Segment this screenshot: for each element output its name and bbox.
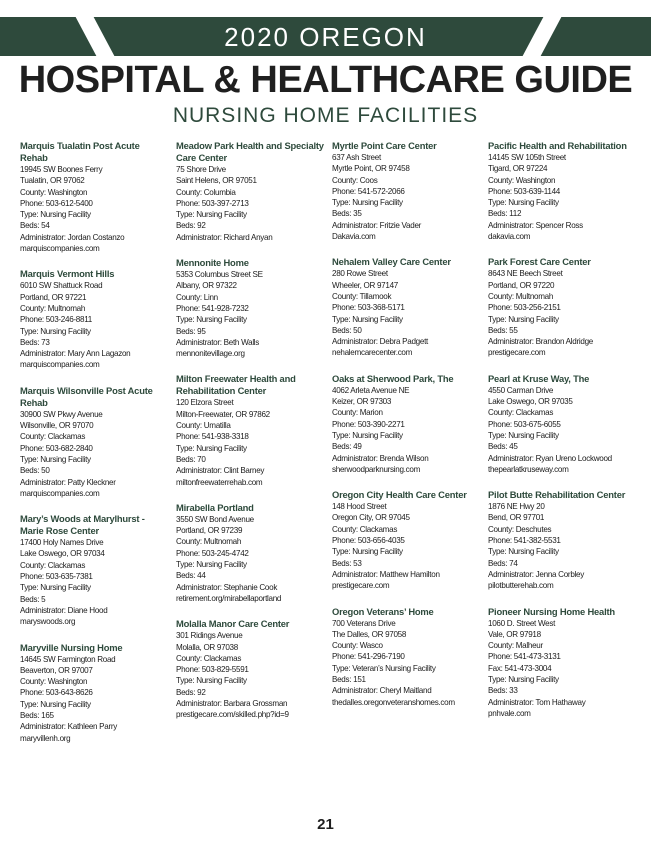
facility-beds: Beds: 70 bbox=[176, 454, 206, 464]
facility-phone: Phone: 503-675-6055 bbox=[488, 419, 561, 429]
facility-administrator: Administrator: Debra Padgett bbox=[332, 337, 428, 347]
facility-type: Type: Nursing Facility bbox=[176, 315, 247, 325]
facility-county: County: Tillamook bbox=[332, 291, 392, 301]
facility-website: maryvillenh.org bbox=[20, 733, 71, 743]
facility-administrator: Administrator: Spencer Ross bbox=[488, 220, 583, 230]
facility-name: Pilot Butte Rehabilitation Center bbox=[488, 489, 626, 501]
facility-detail: Oregon City, OR 97045 bbox=[332, 513, 410, 523]
facility-detail: 19945 SW Boones Ferry bbox=[20, 165, 103, 174]
facility-type: Type: Nursing Facility bbox=[332, 198, 403, 208]
facility-type: Type: Nursing Facility bbox=[176, 210, 247, 220]
facility-county: County: Columbia bbox=[176, 187, 236, 197]
facility-name: Meadow Park Health and Specialty Care Center bbox=[176, 140, 324, 163]
facility-detail: 75 Shore Drive bbox=[176, 165, 226, 174]
facility-beds: Beds: 54 bbox=[20, 221, 50, 231]
facility-detail: 5353 Columbus Street SE bbox=[176, 270, 263, 280]
facility-detail: 14145 SW 105th Street bbox=[488, 153, 566, 162]
facility-detail: 3550 SW Bond Avenue bbox=[176, 514, 254, 524]
facility-detail: Wilsonville, OR 97070 bbox=[20, 421, 94, 431]
facility-detail: Beaverton, OR 97007 bbox=[20, 665, 93, 675]
facility-name: Mirabella Portland bbox=[176, 501, 254, 513]
facility-type: Type: Veteran’s Nursing Facility bbox=[332, 663, 436, 673]
facility-administrator: Administrator: Jenna Corbley bbox=[488, 569, 584, 579]
facility-detail: The Dalles, OR 97058 bbox=[332, 629, 407, 639]
facility-beds: Beds: 5 bbox=[20, 594, 46, 604]
facility-county: County: Clackamas bbox=[20, 432, 86, 442]
facility-county: County: Marion bbox=[332, 408, 383, 418]
facility-beds: Beds: 73 bbox=[20, 337, 50, 347]
facility-entry bbox=[176, 502, 325, 604]
facility-detail: 1876 NE Hwy 20 bbox=[488, 502, 545, 512]
facility-county: County: Multnomah bbox=[20, 303, 86, 313]
facility-beds: Beds: 50 bbox=[332, 325, 362, 335]
facility-county: County: Deschutes bbox=[488, 524, 552, 534]
facility-name: Pearl at Kruse Way, The bbox=[488, 372, 590, 384]
facility-administrator: Administrator: Kathleen Parry bbox=[20, 722, 118, 732]
facility-detail: Albany, OR 97322 bbox=[176, 281, 237, 291]
facility-name: Nehalem Valley Care Center bbox=[332, 256, 451, 268]
facility-detail: 30900 SW Pkwy Avenue bbox=[20, 409, 103, 419]
facility-type: Type: Nursing Facility bbox=[20, 326, 91, 336]
facility-detail: Saint Helens, OR 97051 bbox=[176, 176, 257, 186]
facility-beds: Beds: 74 bbox=[488, 558, 518, 568]
facility-administrator: Administrator: Clint Barney bbox=[176, 466, 265, 476]
facility-website: sherwoodparknursing.com bbox=[332, 464, 421, 474]
facility-name: Marquis Wilsonville Post Acute Rehab bbox=[20, 384, 153, 408]
facility-name: Pioneer Nursing Home Health bbox=[488, 605, 615, 617]
facility-detail: Tualatin, OR 97062 bbox=[20, 176, 85, 186]
facility-type: Type: Nursing Facility bbox=[488, 198, 559, 208]
facility-administrator: Administrator: Tom Hathaway bbox=[488, 697, 586, 707]
facility-type: Type: Nursing Facility bbox=[332, 314, 403, 324]
facility-detail: Vale, OR 97918 bbox=[488, 629, 541, 639]
facility-detail: Bend, OR 97701 bbox=[488, 513, 545, 523]
facility-column bbox=[20, 140, 169, 758]
facility-name: Mary’s Woods at Marylhurst - Marie Rose Center bbox=[20, 513, 145, 537]
facility-name: Mennonite Home bbox=[176, 257, 249, 269]
facility-website: pnhvale.com bbox=[488, 708, 531, 718]
facility-administrator: Administrator: Cheryl Maitland bbox=[332, 686, 432, 696]
facility-phone: Phone: 503-639-1144 bbox=[488, 186, 561, 196]
facility-detail: Keizer, OR 97303 bbox=[332, 397, 392, 407]
facility-phone: Phone: 503-682-2840 bbox=[20, 443, 93, 453]
facility-beds: Beds: 112 bbox=[488, 209, 522, 219]
facility-entry bbox=[332, 373, 481, 475]
facility-type: Type: Nursing Facility bbox=[176, 443, 247, 453]
facility-website: dakavia.com bbox=[488, 232, 531, 242]
facility-entry bbox=[20, 385, 169, 499]
facility-county: County: Washington bbox=[20, 677, 88, 687]
facility-name: Myrtle Point Care Center bbox=[332, 140, 437, 151]
facility-county: County: Clackamas bbox=[176, 653, 242, 663]
page-number: 21 bbox=[317, 816, 334, 833]
facility-name: Park Forest Care Center bbox=[488, 256, 591, 268]
facility-name: Maryville Nursing Home bbox=[20, 641, 123, 653]
facility-fax: Fax: 541-473-3004 bbox=[488, 663, 552, 673]
facility-website: miltonfreewaterrehab.com bbox=[176, 477, 263, 487]
facility-entry bbox=[332, 489, 481, 591]
facility-name: Marquis Tualatin Post Acute Rehab bbox=[20, 140, 140, 163]
facility-type: Type: Nursing Facility bbox=[488, 674, 559, 684]
facility-detail: Myrtle Point, OR 97458 bbox=[332, 164, 410, 174]
facility-detail: 4062 Arleta Avenue NE bbox=[332, 385, 410, 395]
facility-county: County: Linn bbox=[176, 292, 218, 302]
facility-beds: Beds: 35 bbox=[332, 209, 362, 219]
facility-website: mennonitevillage.org bbox=[176, 349, 245, 359]
facility-county: County: Clackamas bbox=[332, 524, 398, 534]
facility-type: Type: Nursing Facility bbox=[20, 583, 91, 593]
facility-detail: 8643 NE Beech Street bbox=[488, 269, 563, 279]
facility-county: County: Multnomah bbox=[488, 291, 554, 301]
facility-name: Milton Freewater Health and Rehabilitation Center bbox=[176, 373, 296, 397]
facility-beds: Beds: 151 bbox=[332, 674, 366, 684]
facility-type: Type: Nursing Facility bbox=[176, 676, 247, 686]
facility-phone: Phone: 541-296-7190 bbox=[332, 652, 405, 662]
facility-entry bbox=[176, 618, 325, 720]
facility-detail: 14645 SW Farmington Road bbox=[20, 654, 116, 664]
facility-phone: Phone: 541-928-7232 bbox=[176, 303, 249, 313]
facility-column bbox=[332, 140, 481, 758]
facility-phone: Phone: 503-256-2151 bbox=[488, 303, 561, 313]
facility-phone: Phone: 503-246-8811 bbox=[20, 315, 93, 325]
facility-detail: Portland, OR 97220 bbox=[488, 280, 555, 290]
banner-title: 2020 OREGON bbox=[224, 22, 427, 52]
facility-detail: Lake Oswego, OR 97034 bbox=[20, 549, 105, 559]
facility-county: County: Wasco bbox=[332, 641, 383, 651]
facility-name: Oregon City Health Care Center bbox=[332, 489, 467, 501]
facility-website: Dakavia.com bbox=[332, 232, 376, 242]
facility-detail: 6010 SW Shattuck Road bbox=[20, 281, 103, 291]
facility-entry bbox=[488, 606, 637, 720]
facility-beds: Beds: 95 bbox=[176, 326, 206, 336]
facility-entry bbox=[176, 373, 325, 487]
facility-beds: Beds: 92 bbox=[176, 687, 206, 697]
facility-entry bbox=[332, 606, 481, 708]
section-subtitle: NURSING HOME FACILITIES bbox=[172, 104, 479, 127]
facility-entry bbox=[176, 257, 325, 359]
facility-entry bbox=[20, 268, 169, 370]
facility-county: County: Clackamas bbox=[488, 408, 554, 418]
facility-website: marquiscompanies.com bbox=[20, 488, 100, 498]
facility-entry bbox=[332, 256, 481, 358]
facility-administrator: Administrator: Diane Hood bbox=[20, 605, 108, 615]
facility-phone: Phone: 503-829-5591 bbox=[176, 665, 249, 675]
facility-administrator: Administrator: Barbara Grossman bbox=[176, 698, 288, 708]
facility-beds: Beds: 165 bbox=[20, 710, 54, 720]
facility-column bbox=[488, 140, 637, 758]
facility-county: County: Umatilla bbox=[176, 421, 231, 431]
facility-administrator: Administrator: Brandon Aldridge bbox=[488, 337, 593, 347]
facility-administrator: Administrator: Patty Kleckner bbox=[20, 477, 116, 487]
facility-phone: Phone: 541-382-5531 bbox=[488, 536, 561, 546]
facility-type: Type: Nursing Facility bbox=[488, 314, 559, 324]
facility-administrator: Administrator: Brenda Wilson bbox=[332, 453, 429, 463]
facility-detail: Wheeler, OR 97147 bbox=[332, 280, 398, 290]
facility-phone: Phone: 503-635-7381 bbox=[20, 572, 93, 582]
facility-detail: 301 Ridings Avenue bbox=[176, 631, 243, 641]
facility-beds: Beds: 44 bbox=[176, 571, 206, 581]
facility-entry bbox=[332, 140, 481, 242]
facility-phone: Phone: 503-368-5171 bbox=[332, 303, 405, 313]
facility-administrator: Administrator: Stephanie Cook bbox=[176, 582, 278, 592]
facility-website: retirement.org/mirabellaportland bbox=[176, 593, 282, 603]
facility-entry bbox=[20, 140, 169, 254]
facility-administrator: Administrator: Fritzie Vader bbox=[332, 220, 422, 230]
facility-beds: Beds: 50 bbox=[20, 466, 50, 476]
facility-entry bbox=[488, 489, 637, 591]
facility-beds: Beds: 92 bbox=[176, 221, 206, 231]
facility-type: Type: Nursing Facility bbox=[332, 547, 403, 557]
facility-phone: Phone: 503-390-2271 bbox=[332, 419, 405, 429]
facility-beds: Beds: 53 bbox=[332, 558, 362, 568]
facility-type: Type: Nursing Facility bbox=[20, 210, 91, 220]
facility-name: Oregon Veterans’ Home bbox=[332, 605, 434, 617]
facility-administrator: Administrator: Mary Ann Lagazon bbox=[20, 349, 131, 359]
facility-county: County: Washington bbox=[488, 175, 556, 185]
facility-detail: Milton-Freewater, OR 97862 bbox=[176, 409, 270, 419]
facility-website: marquiscompanies.com bbox=[20, 360, 100, 370]
facility-website: pilotbutterehab.com bbox=[488, 581, 554, 591]
facility-phone: Phone: 503-397-2713 bbox=[176, 198, 249, 208]
facility-website: prestigecare.com bbox=[332, 581, 390, 591]
facility-detail: Lake Oswego, OR 97035 bbox=[488, 397, 573, 407]
facility-administrator: Administrator: Jordan Costanzo bbox=[20, 232, 125, 242]
facility-website: thepearlatkruseway.com bbox=[488, 464, 569, 474]
facility-detail: 120 Elzora Street bbox=[176, 398, 234, 408]
facility-phone: Phone: 503-245-4742 bbox=[176, 548, 249, 558]
facility-phone: Phone: 541-473-3131 bbox=[488, 652, 561, 662]
facility-administrator: Administrator: Ryan Ureno Lockwood bbox=[488, 453, 612, 463]
facility-type: Type: Nursing Facility bbox=[332, 430, 403, 440]
facility-type: Type: Nursing Facility bbox=[488, 430, 559, 440]
facility-website: thedalles.oregonveteranshomes.com bbox=[332, 697, 455, 707]
facility-detail: 148 Hood Street bbox=[332, 502, 387, 512]
facility-beds: Beds: 49 bbox=[332, 442, 362, 452]
facility-name: Pacific Health and Rehabilitation bbox=[488, 140, 627, 151]
facility-phone: Phone: 503-656-4035 bbox=[332, 536, 405, 546]
facility-entry bbox=[488, 373, 637, 475]
facility-website: prestigecare.com/skilled.php?id=9 bbox=[176, 710, 289, 720]
facility-phone: Phone: 503-643-8626 bbox=[20, 688, 93, 698]
facility-name: Oaks at Sherwood Park, The bbox=[332, 372, 454, 384]
facility-detail: Tigard, OR 97224 bbox=[488, 164, 548, 174]
facility-detail: 1060 D. Street West bbox=[488, 618, 556, 628]
facility-county: County: Malheur bbox=[488, 641, 543, 651]
facility-administrator: Administrator: Beth Walls bbox=[176, 337, 260, 347]
facility-entry bbox=[20, 513, 169, 627]
facility-detail: 700 Veterans Drive bbox=[332, 618, 396, 628]
facility-administrator: Administrator: Matthew Hamilton bbox=[332, 569, 440, 579]
facility-entry bbox=[488, 140, 637, 242]
facility-phone: Phone: 503-612-5400 bbox=[20, 198, 93, 208]
facility-website: maryswoods.org bbox=[20, 617, 76, 627]
facility-website: nehalemcarecenter.com bbox=[332, 348, 413, 358]
facility-website: prestigecare.com bbox=[488, 348, 546, 358]
facility-detail: 17400 Holy Names Drive bbox=[20, 538, 104, 548]
facility-detail: Portland, OR 97239 bbox=[176, 526, 243, 536]
facility-detail: 4550 Carman Drive bbox=[488, 385, 554, 395]
facility-detail: Molalla, OR 97038 bbox=[176, 642, 238, 652]
facility-administrator: Administrator: Richard Anyan bbox=[176, 232, 273, 242]
facility-column bbox=[176, 140, 325, 758]
facility-type: Type: Nursing Facility bbox=[176, 560, 247, 570]
page-title: HOSPITAL & HEALTHCARE GUIDE bbox=[18, 59, 633, 101]
facility-name: Marquis Vermont Hills bbox=[20, 268, 115, 280]
facility-website: marquiscompanies.com bbox=[20, 244, 100, 254]
facility-county: County: Multnomah bbox=[176, 537, 242, 547]
facility-type: Type: Nursing Facility bbox=[20, 454, 91, 464]
facility-detail: 280 Rowe Street bbox=[332, 269, 388, 279]
facility-beds: Beds: 55 bbox=[488, 325, 518, 335]
facility-detail: Portland, OR 97221 bbox=[20, 292, 87, 302]
header-banner bbox=[0, 17, 651, 56]
facility-phone: Phone: 541-938-3318 bbox=[176, 432, 249, 442]
facility-county: County: Washington bbox=[20, 187, 88, 197]
facility-beds: Beds: 33 bbox=[488, 686, 518, 696]
facility-entry bbox=[20, 642, 169, 744]
facility-type: Type: Nursing Facility bbox=[20, 699, 91, 709]
facility-columns bbox=[20, 140, 638, 758]
facility-name: Molalla Manor Care Center bbox=[176, 618, 290, 630]
facility-county: County: Coos bbox=[332, 175, 378, 185]
facility-type: Type: Nursing Facility bbox=[488, 547, 559, 557]
facility-county: County: Clackamas bbox=[20, 560, 86, 570]
facility-phone: Phone: 541-572-2066 bbox=[332, 186, 405, 196]
facility-beds: Beds: 45 bbox=[488, 442, 518, 452]
facility-entry bbox=[488, 256, 637, 358]
facility-entry bbox=[176, 140, 325, 243]
facility-detail: 637 Ash Street bbox=[332, 153, 381, 162]
